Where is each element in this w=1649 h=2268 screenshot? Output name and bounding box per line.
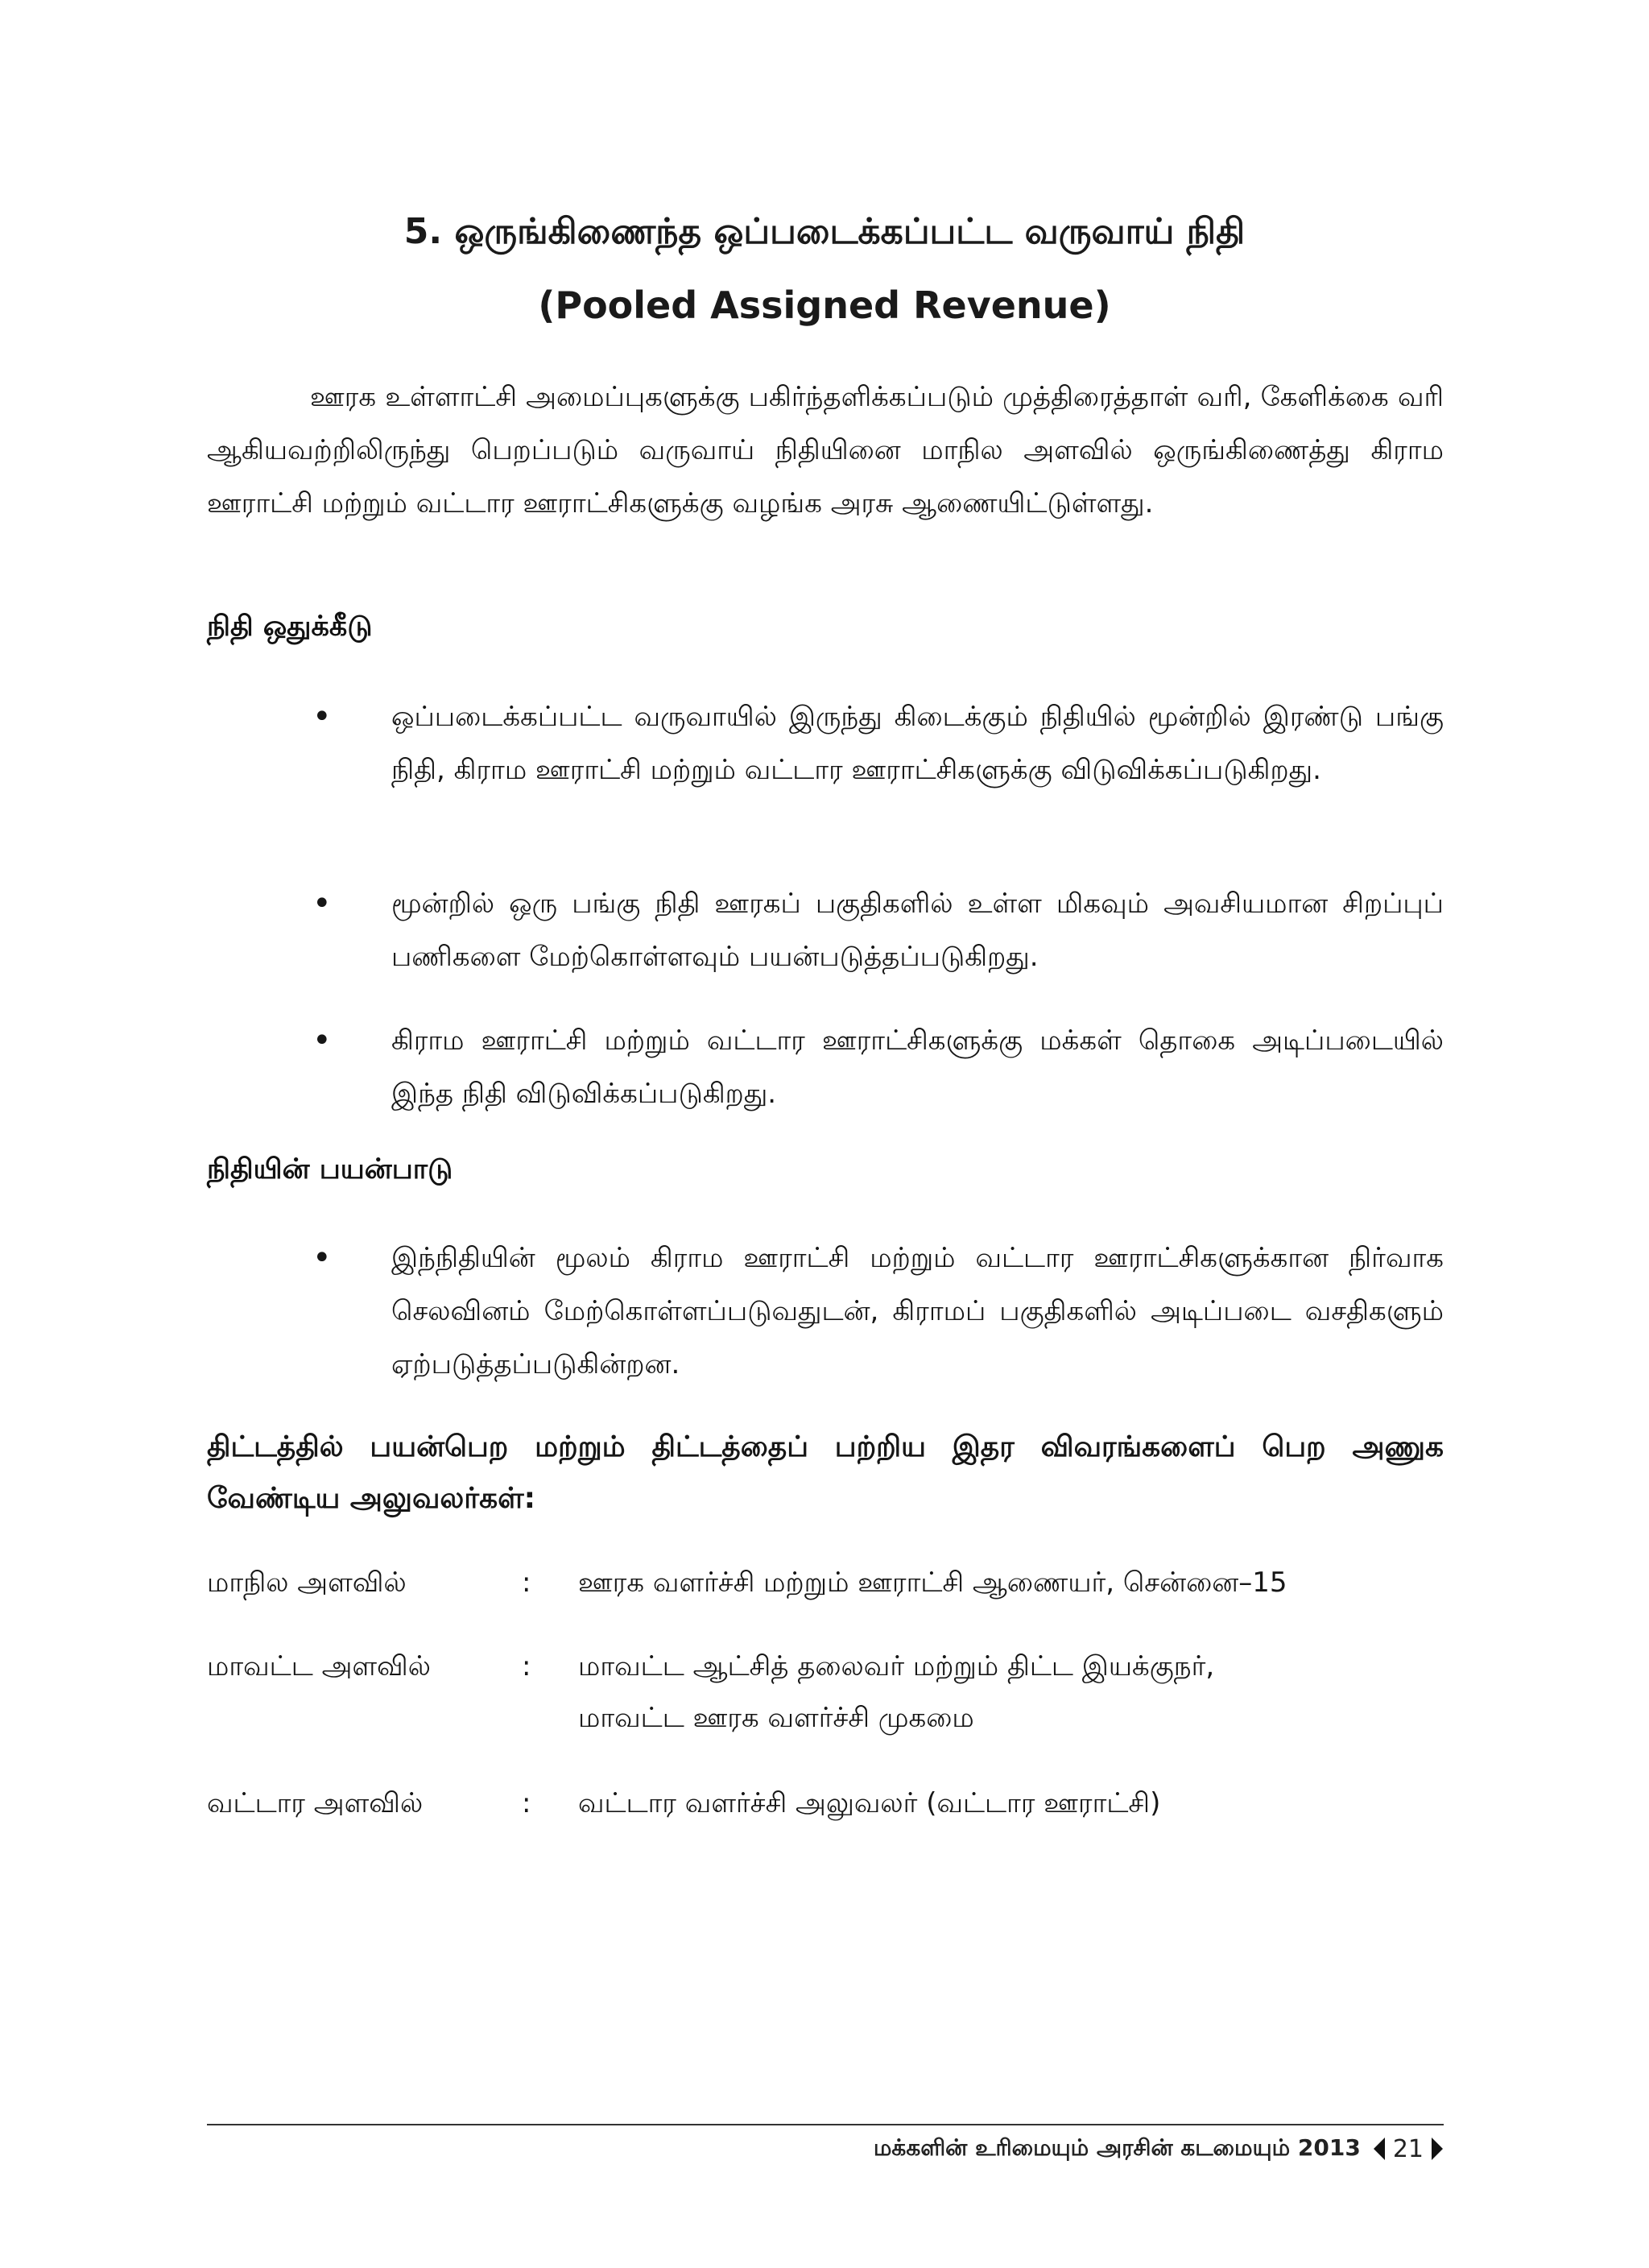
contact-separator: :: [522, 1566, 531, 1599]
intro-paragraph: ஊரக உள்ளாட்சி அமைப்புகளுக்கு பகிர்ந்தளிக்கப்படும் முத்திரைத்தாள் வரி, கேளிக்கை வரி ஆகியவற்றிலிருந்து பெறப்படும் வருவாய் நிதியினை மாநில அளவில் ஒருங்கிணைத்து கிராம ஊராட்சி மற்றும் வட்டார ஊராட்சிகளுக்கு வழங்க அரசு ஆணையிட்டுள்ளது.: [207, 381, 1444, 519]
page-number: 21: [1392, 2134, 1424, 2163]
bullet-marker: •: [312, 1240, 332, 1277]
allocation-item-1: ஒப்படைக்கப்பட்ட வருவாயில் இருந்து கிடைக்கும் நிதியில் மூன்றில் இரண்டு பங்கு நிதி, கிராம ஊராட்சி மற்றும் வட்டார ஊராட்சிகளுக்கு விடுவிக்கப்படுகிறது.: [391, 701, 1444, 786]
contact-office-district-line2: மாவட்ட ஊரக வளர்ச்சி முகமை: [578, 1702, 974, 1734]
chapter-title: 5. ஒருங்கிணைந்த ஒப்படைக்கப்பட்ட வருவாய் நிதி: [403, 211, 1246, 252]
contact-level-district: மாவட்ட அளவில்: [207, 1650, 431, 1682]
contact-office-block: வட்டார வளர்ச்சி அலுவலர் (வட்டார ஊராட்சி): [578, 1787, 1161, 1819]
footer-book-title: மக்களின் உரிமையும் அரசின் கடமையும் 2013: [873, 2133, 1361, 2161]
page-footer: [874, 2131, 1443, 2167]
bullet-marker: •: [312, 698, 332, 735]
bullet-marker: •: [312, 885, 332, 922]
contact-office-state: ஊரக வளர்ச்சி மற்றும் ஊராட்சி ஆணையர், சென்னை–15: [578, 1566, 1287, 1599]
usage-heading: நிதியின் பயன்பாடு: [207, 1153, 453, 1186]
bullet-marker: •: [312, 1022, 332, 1059]
allocation-heading: நிதி ஒதுக்கீடு: [207, 610, 373, 643]
chapter-subtitle-english: (Pooled Assigned Revenue): [538, 284, 1111, 327]
usage-item-1: இந்நிதியின் மூலம் கிராம ஊராட்சி மற்றும் வட்டார ஊராட்சிகளுக்கான நிர்வாக செலவினம் மேற்கொள்ளப்படுவதுடன், கிராமப் பகுதிகளில் அடிப்படை வசதிகளும் ஏற்படுத்தப்படுகின்றன.: [391, 1242, 1444, 1380]
contact-office-district: மாவட்ட ஆட்சித் தலைவர் மற்றும் திட்ட இயக்குநர்,: [578, 1650, 1215, 1682]
footer-divider: [207, 2124, 1444, 2125]
allocation-item-3: கிராம ஊராட்சி மற்றும் வட்டார ஊராட்சிகளுக்கு மக்கள் தொகை அடிப்படையில் இந்த நிதி விடுவிக்கப்படுகிறது.: [391, 1024, 1444, 1110]
contact-separator: :: [522, 1787, 531, 1819]
contact-level-block: வட்டார அளவில்: [207, 1787, 424, 1819]
previous-page-arrow-icon: [1374, 2138, 1385, 2160]
contact-separator: :: [522, 1650, 531, 1682]
contact-level-state: மாநில அளவில்: [207, 1566, 407, 1599]
next-page-arrow-icon: [1432, 2138, 1443, 2160]
contacts-heading: திட்டத்தில் பயன்பெற மற்றும் திட்டத்தைப் பற்றிய இதர விவரங்களைப் பெற அணுக வேண்டிய அலுவலர்கள்:: [207, 1430, 1444, 1515]
allocation-item-2: மூன்றில் ஒரு பங்கு நிதி ஊரகப் பகுதிகளில் உள்ள மிகவும் அவசியமான சிறப்புப் பணிகளை மேற்கொள்ளவும் பயன்படுத்தப்படுகிறது.: [391, 888, 1444, 973]
